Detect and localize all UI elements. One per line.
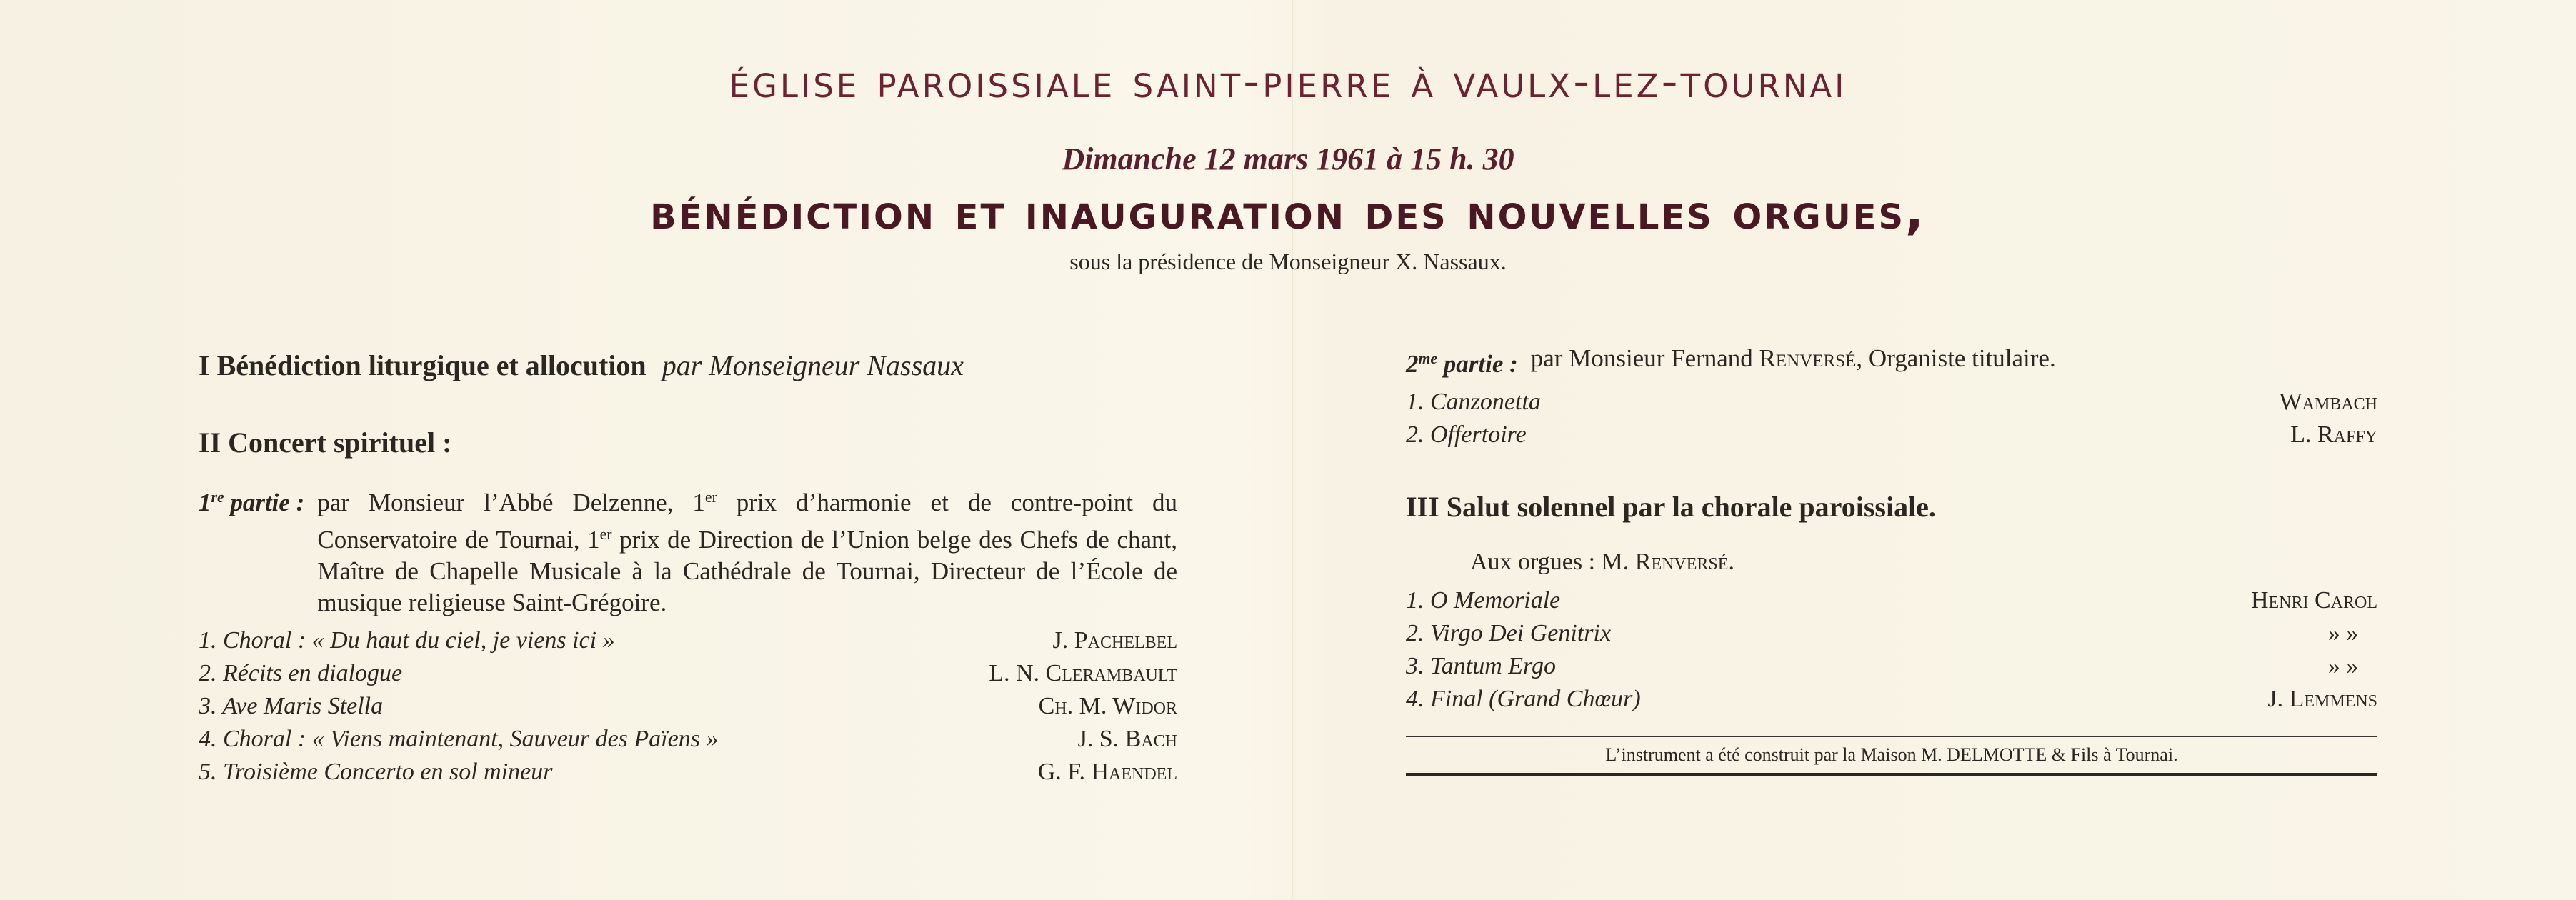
item-work: O Memoriale bbox=[1430, 586, 1561, 614]
aux-name: Renversé bbox=[1634, 548, 1729, 575]
partie-2-text bbox=[1531, 343, 2056, 380]
partie-1-text-a: par Monsieur l’Abbé Delzenne, 1 bbox=[317, 488, 705, 516]
item-num: 1. bbox=[1406, 388, 1424, 415]
list-item bbox=[199, 723, 1177, 756]
footer-note: L’instrument a été construit par la Maison M. DELMOTTE & Fils à Tournai. bbox=[1605, 744, 2178, 765]
item-composer: G. F. Haendel bbox=[1037, 758, 1177, 785]
partie-2-text-b: , Organiste titulaire. bbox=[1856, 344, 2056, 372]
event-date: Dimanche 12 mars 1961 à 15 h. 30 bbox=[1062, 141, 1514, 176]
section-benediction bbox=[199, 343, 1177, 389]
item-work: Virgo Dei Genitrix bbox=[1430, 619, 1612, 646]
item-composer: L. N. Clerambault bbox=[989, 659, 1177, 686]
partie-1-list bbox=[199, 624, 1177, 789]
list-item bbox=[1406, 650, 2377, 683]
partie-2-list bbox=[1406, 386, 2377, 451]
aux-text-b: . bbox=[1728, 548, 1734, 575]
partie-1-text-sup1: er bbox=[704, 489, 717, 506]
item-work: Final (Grand Chœur) bbox=[1430, 685, 1641, 712]
item-work: Canzonetta bbox=[1430, 388, 1541, 415]
event-title: bénédiction et inauguration des nouvelles orgues, bbox=[650, 184, 1926, 241]
footer-rule-bottom bbox=[1406, 773, 2377, 776]
partie-1-sup: re bbox=[211, 489, 224, 506]
item-composer: L. Raffy bbox=[2290, 421, 2377, 448]
partie-2-num: 2 bbox=[1406, 349, 1419, 378]
item-num: 2. bbox=[199, 659, 217, 686]
section-concert-title: II Concert spirituel : bbox=[199, 426, 452, 459]
partie-1-word: partie : bbox=[230, 488, 305, 516]
church-name: église paroissiale saint-pierre à vaulx-lez-tournai bbox=[729, 56, 1847, 109]
partie-2-text-a: par Monsieur Fernand bbox=[1530, 344, 1759, 372]
header bbox=[0, 50, 2576, 277]
list-item bbox=[1406, 419, 2377, 451]
partie-2-label bbox=[1406, 343, 1531, 380]
partie-2-word: partie : bbox=[1443, 349, 1518, 378]
item-work: Ave Maris Stella bbox=[222, 692, 384, 719]
item-num: 1. bbox=[1406, 586, 1424, 614]
partie-1-num: 1 bbox=[199, 488, 211, 516]
list-item bbox=[1406, 617, 2377, 650]
item-num: 3. bbox=[199, 692, 217, 719]
item-composer: Ch. M. Widor bbox=[1038, 692, 1177, 719]
item-work: Troisième Concerto en sol mineur bbox=[223, 758, 553, 785]
partie-1-text-sup2: er bbox=[599, 525, 612, 543]
section-benediction-by: par Monseigneur Nassaux bbox=[662, 349, 964, 381]
partie-1 bbox=[199, 481, 1177, 619]
partie-1-label bbox=[199, 481, 317, 619]
list-item bbox=[199, 624, 1177, 657]
item-work: Choral : « Viens maintenant, Sauveur des Païens » bbox=[223, 725, 719, 752]
item-composer: J. Lemmens bbox=[2267, 685, 2377, 712]
item-num: 4. bbox=[1406, 685, 1424, 712]
partie-2 bbox=[1406, 343, 2377, 380]
right-column bbox=[1406, 343, 2377, 776]
aux-orgues bbox=[1406, 546, 2377, 579]
item-composer: Henri Carol bbox=[2250, 586, 2377, 614]
organist-name: Renversé bbox=[1759, 344, 1857, 372]
salut-list bbox=[1406, 584, 2377, 716]
list-item bbox=[199, 690, 1177, 723]
section-benediction-title: I Bénédiction liturgique et allocution bbox=[199, 349, 647, 381]
item-composer: J. S. Bach bbox=[1077, 725, 1177, 752]
list-item bbox=[1406, 683, 2377, 716]
list-item bbox=[1406, 584, 2377, 617]
partie-1-text bbox=[317, 481, 1177, 619]
item-work: Tantum Ergo bbox=[1430, 652, 1557, 679]
item-num: 4. bbox=[199, 725, 217, 752]
item-composer: » » bbox=[2327, 652, 2359, 679]
section-salut-title: III Salut solennel par la chorale paroissiale. bbox=[1406, 490, 1936, 523]
item-work: Offertoire bbox=[1430, 421, 1527, 448]
item-composer: » » bbox=[2327, 619, 2359, 646]
item-composer: J. Pachelbel bbox=[1052, 626, 1177, 654]
item-num: 5. bbox=[199, 758, 217, 785]
left-column bbox=[199, 343, 1177, 789]
presidence-line: sous la présidence de Monseigneur X. Nassaux. bbox=[1069, 249, 1507, 274]
aux-text-a: Aux orgues : M. bbox=[1470, 548, 1635, 575]
partie-2-sup: me bbox=[1418, 350, 1437, 367]
item-work: Récits en dialogue bbox=[223, 659, 403, 686]
item-num: 2. bbox=[1406, 421, 1424, 448]
list-item bbox=[199, 657, 1177, 690]
item-work: Choral : « Du haut du ciel, je viens ici » bbox=[223, 626, 615, 654]
list-item bbox=[199, 756, 1177, 789]
item-num: 2. bbox=[1406, 619, 1424, 646]
list-item bbox=[1406, 386, 2377, 419]
item-composer: Wambach bbox=[2279, 388, 2377, 415]
item-num: 1. bbox=[199, 626, 217, 654]
partie-1-text-b: prix d’harmonie et de contre-point du Conservatoire de Tournai, 1 bbox=[317, 488, 1177, 554]
item-num: 3. bbox=[1406, 652, 1424, 679]
partie-1-text-c: prix de Direction de l’Union belge des Chefs de chant, Maître de Chapelle Musicale à la Cathédrale de Tournai, Directeur de l’École de musique religieuse Saint-Grégoire. bbox=[317, 525, 1177, 616]
